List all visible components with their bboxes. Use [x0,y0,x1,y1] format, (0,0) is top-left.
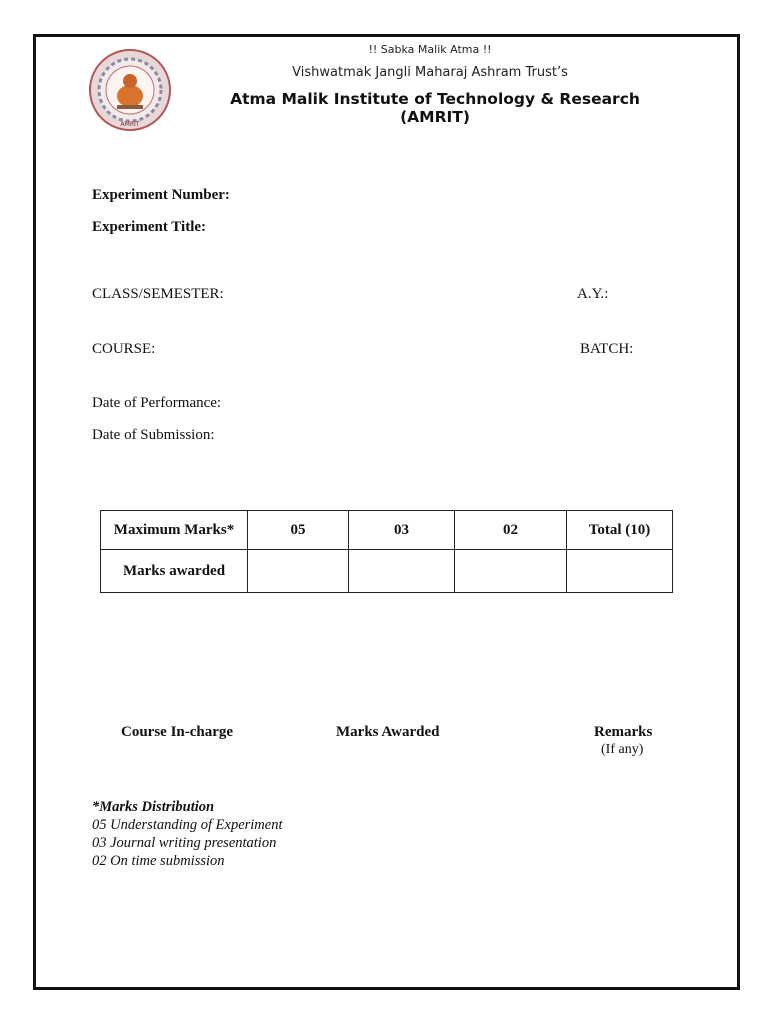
marks-awarded-signature-label: Marks Awarded [336,724,440,740]
marks-cell-02[interactable] [455,550,567,593]
experiment-title-label: Experiment Title: [92,219,207,235]
course-label: COURSE: [92,341,156,357]
marks-awarded-row [101,550,673,593]
marks-distribution [92,798,283,870]
experiment-number-label: Experiment Number: [92,187,230,203]
max-marks-header: Maximum Marks* [101,511,248,550]
distribution-item: 03 Journal writing presentation [92,835,277,851]
date-performance-label: Date of Performance: [92,395,222,411]
distribution-title: *Marks Distribution [92,799,215,815]
trust-name: Vishwatmak Jangli Maharaj Ashram Trust’s [292,65,568,80]
batch-label: BATCH: [580,341,634,357]
course-incharge-label: Course In-charge [121,724,234,740]
distribution-item: 05 Understanding of Experiment [92,817,283,833]
logo-text: AMRIT [120,121,140,128]
marks-awarded-label: Marks awarded [101,550,248,593]
motto: !! Sabka Malik Atma !! [368,43,492,56]
marks-table-header-row [101,511,673,550]
marks-02-header: 02 [455,511,567,550]
date-submission-label: Date of Submission: [92,427,215,443]
marks-cell-05[interactable] [248,550,349,593]
institute-logo [88,48,172,132]
marks-05-header: 05 [248,511,349,550]
marks-table [100,510,673,593]
institute-name: Atma Malik Institute of Technology & Research (AMRIT) [230,90,640,126]
remarks-note: (If any) [601,742,644,757]
distribution-item: 02 On time submission [92,853,225,869]
marks-cell-total[interactable] [567,550,673,593]
ay-label: A.Y.: [577,286,609,302]
marks-03-header: 03 [349,511,455,550]
total-header: Total (10) [567,511,673,550]
class-semester-label: CLASS/SEMESTER: [92,286,224,302]
marks-cell-03[interactable] [349,550,455,593]
remarks-label: Remarks [594,724,653,740]
